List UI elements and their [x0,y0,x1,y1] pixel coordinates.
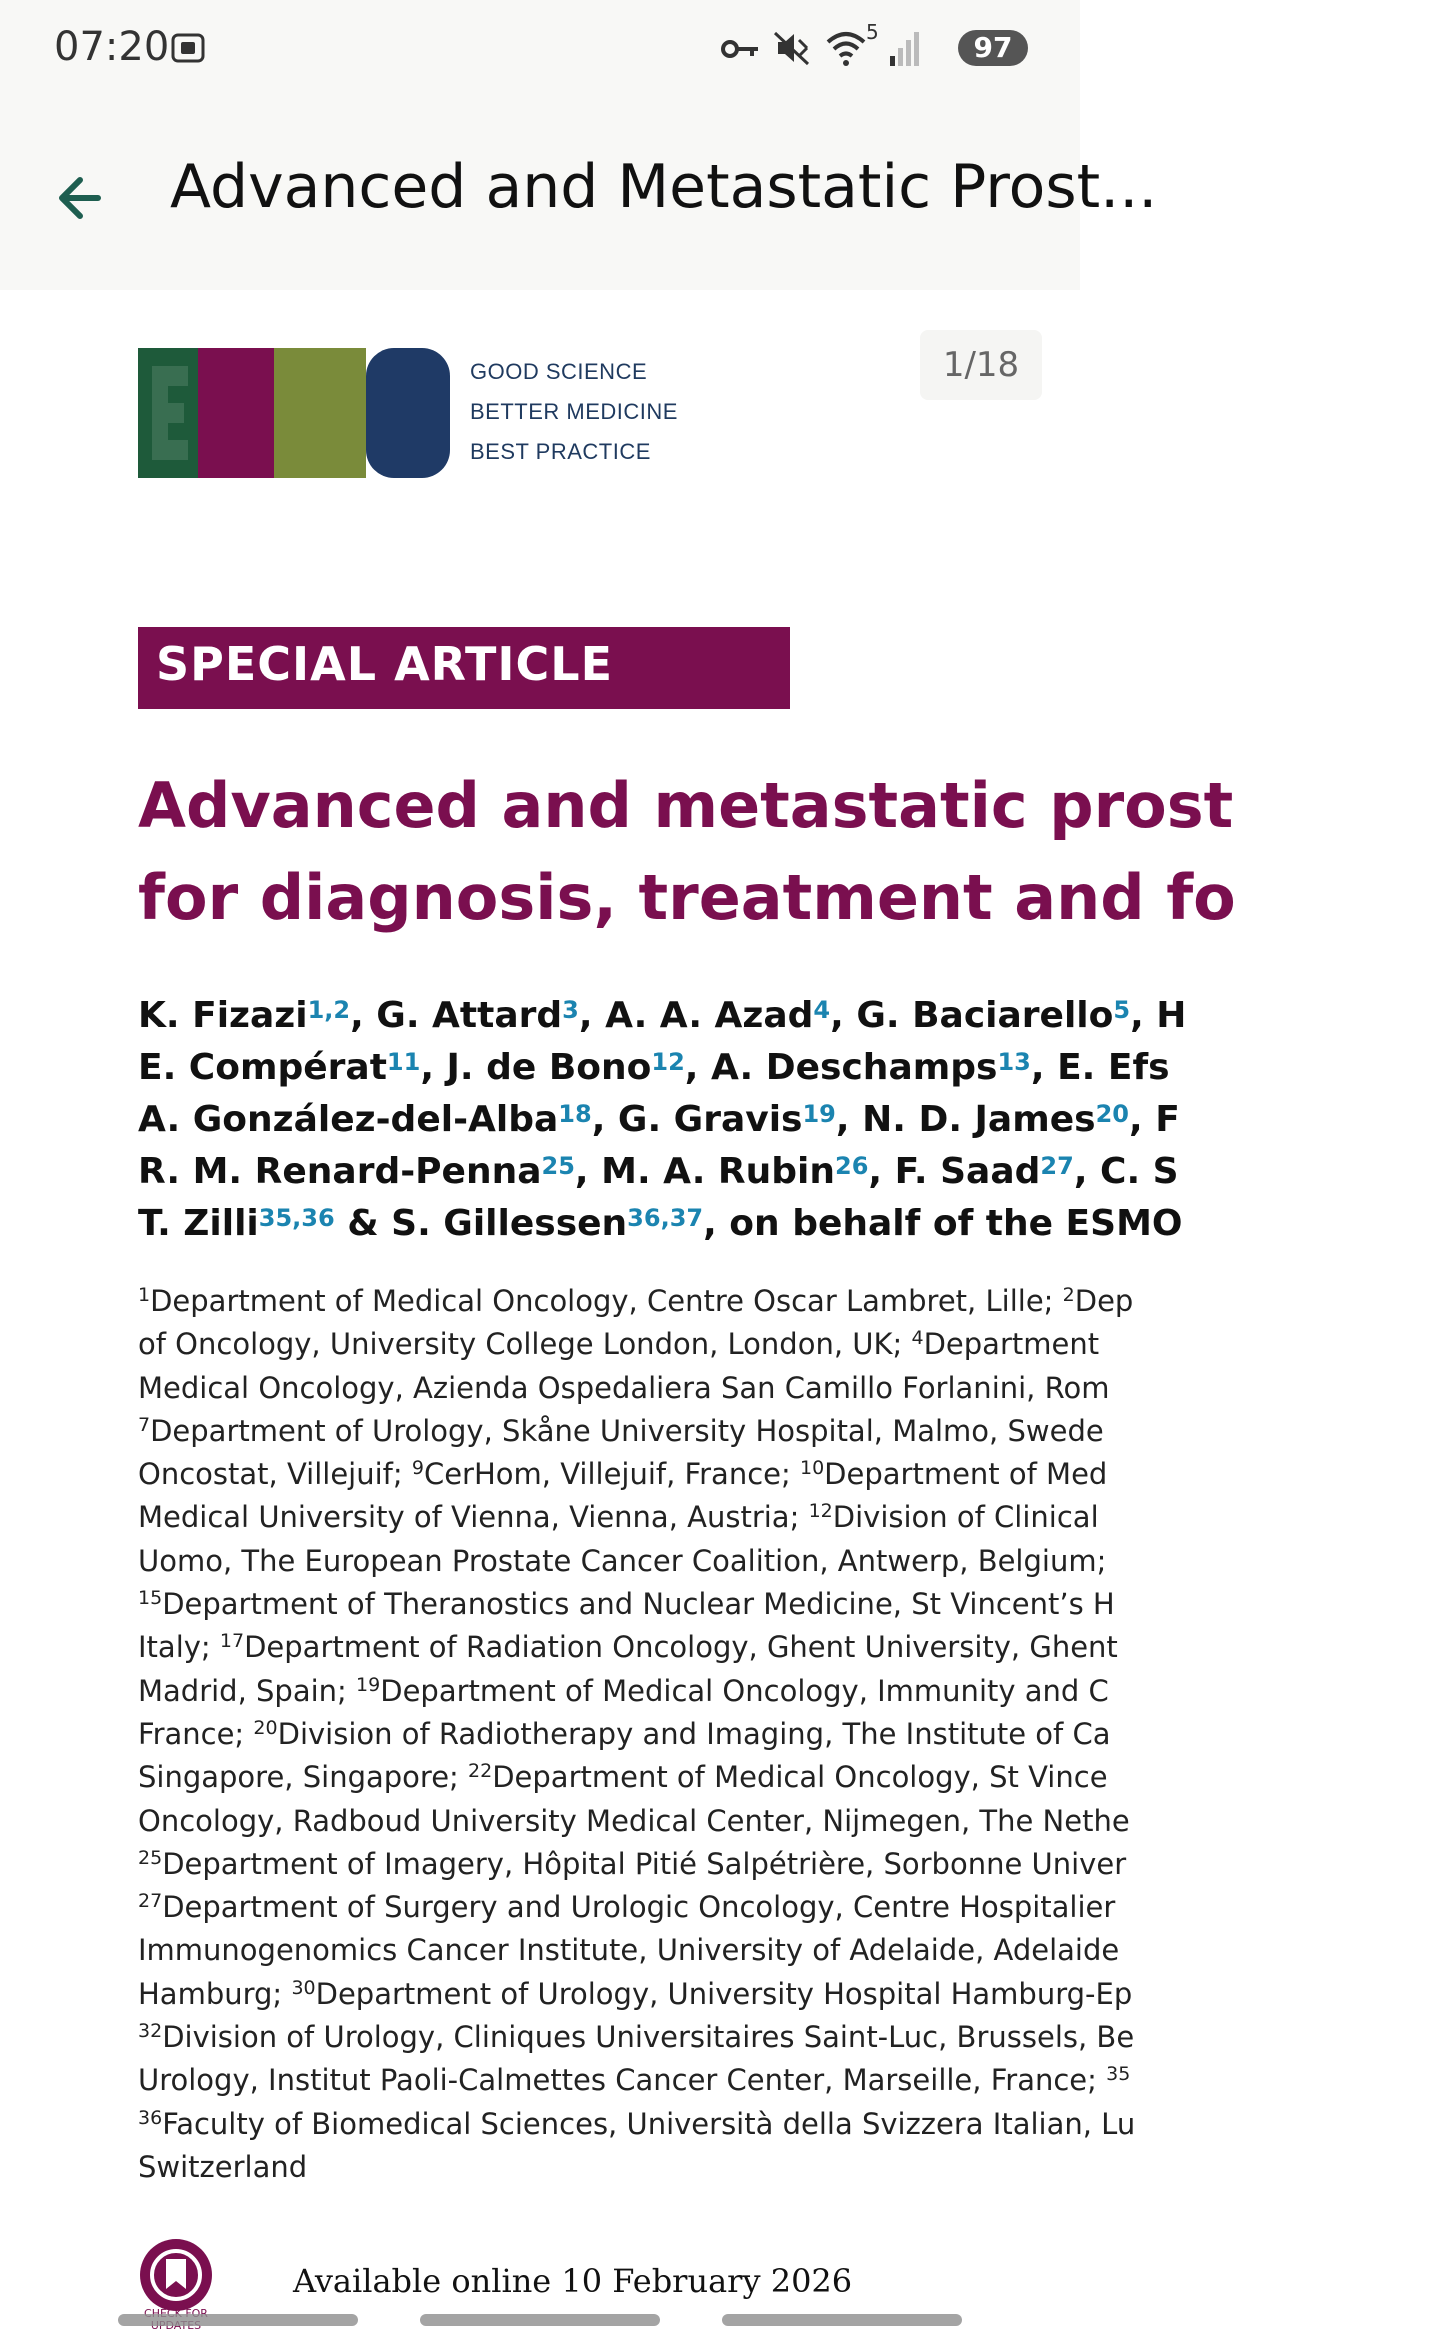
affiliation-text: Immunogenomics Cancer Institute, University of Adelaide, Adelaide [138,1933,1120,1968]
affiliation-line [138,2103,1438,2146]
affiliation-line [138,1323,1438,1366]
document-title: Advanced and Metastatic Prost... [170,152,1158,222]
gesture-handle [420,2314,660,2326]
affiliation-line [138,2016,1438,2059]
affiliation-number: 19 [356,1673,381,1696]
gesture-bar [0,2310,1080,2340]
affiliation-text: of Oncology, University College London, London, UK; [138,1327,912,1362]
signal-icon [888,30,924,68]
article-title-line: for diagnosis, treatment and fo [138,861,1236,934]
affiliation-text: Division of Radiotherapy and Imaging, The Institute of Ca [277,1716,1111,1751]
author-affiliation-ref[interactable]: 26 [835,1152,869,1180]
affiliations [138,1280,1438,2189]
affiliation-line [138,1929,1438,1972]
affiliation-text: Department of Medical Oncology, Immunity and C [380,1673,1109,1708]
tagline-line: GOOD SCIENCE [470,359,648,384]
affiliation-text: Singapore, Singapore; [138,1760,469,1795]
affiliation-number: 35 [1106,2063,1131,2086]
arrow-left-icon[interactable] [40,158,130,238]
affiliation-line [138,2059,1438,2102]
author-affiliation-ref[interactable]: 5 [1113,996,1131,1024]
affiliation-text: Department of Medical Oncology, St Vince [492,1760,1108,1795]
author-affiliation-ref[interactable]: 12 [651,1048,685,1076]
affiliation-text: Department of Surgery and Urologic Oncology, Centre Hospitalier [162,1890,1116,1925]
affiliation-text: Uomo, The European Prostate Cancer Coalition, Antwerp, Belgium; [138,1543,1107,1578]
status-time: 07:20 [54,24,170,70]
affiliation-text: Madrid, Spain; [138,1673,357,1708]
author-name: , M. A. Rubin [574,1151,835,1192]
author-name: , G. Baciarello [830,995,1114,1036]
author-affiliation-ref[interactable]: 25 [541,1152,575,1180]
affiliation-text: Italy; [138,1630,220,1665]
mute-icon [772,28,812,68]
available-online-date: Available online 10 February 2026 [293,2262,853,2300]
affiliation-line [138,1280,1438,1323]
affiliation-number: 27 [138,1890,163,1913]
affiliation-number: 32 [138,2020,163,2043]
affiliation-line [138,1843,1438,1886]
gesture-handle [722,2314,962,2326]
author-name: , J. de Bono [420,1047,652,1088]
affiliation-number: 12 [808,1500,833,1523]
article-title-line: Advanced and metastatic prost [138,769,1234,842]
author-affiliation-ref[interactable]: 13 [997,1048,1031,1076]
author-name: , H [1130,995,1187,1036]
affiliation-text: Department of Urology, University Hospital Hamburg-Ep [315,1976,1133,2011]
affiliation-text: Oncostat, Villejuif; [138,1457,412,1492]
author-affiliation-ref[interactable]: 20 [1095,1100,1129,1128]
affiliation-number: 22 [468,1760,493,1783]
author-name: , E. Efs [1030,1047,1170,1088]
author-affiliation-ref[interactable]: 4 [813,996,831,1024]
tagline-line: BEST PRACTICE [470,439,651,464]
author-name: , G. Attard [350,995,563,1036]
affiliation-number: 9 [411,1457,424,1480]
author-name: K. Fizazi [138,995,308,1036]
affiliation-line [138,1410,1438,1453]
vpn-key-icon [720,34,760,64]
affiliation-line [138,1540,1438,1583]
pdf-page[interactable] [0,290,1236,2340]
author-name: E. Compérat [138,1047,387,1088]
affiliation-text: Department of Radiation Oncology, Ghent University, Ghent [244,1630,1118,1665]
author-line [138,1146,1438,1198]
author-line [138,1198,1438,1250]
affiliation-number: 1 [138,1284,151,1306]
affiliation-line [138,1367,1438,1410]
gesture-handle [118,2314,358,2326]
affiliation-number: 2 [1062,1284,1075,1306]
author-name: , A. A. Azad [578,995,814,1036]
app-bar [0,100,1158,290]
author-name: T. Zilli [138,1203,259,1244]
affiliation-number: 7 [138,1413,151,1436]
author-name: , on behalf of the ESMO [703,1203,1183,1244]
affiliation-number: 10 [799,1457,825,1480]
article-title [138,760,1338,944]
affiliation-text: Medical Oncology, Azienda Ospedaliera San Camillo Forlanini, Rom [138,1370,1110,1405]
affiliation-number: 17 [219,1630,245,1653]
affiliation-number: 20 [253,1716,278,1739]
affiliation-text: Hamburg; [138,1976,292,2011]
affiliation-line [138,1670,1438,1713]
affiliation-text: Dep [1074,1284,1134,1318]
screenshot-icon [170,30,206,66]
affiliation-text: Oncology, Radboud University Medical Center, Nijmegen, The Nethe [138,1803,1130,1838]
author-affiliation-ref[interactable]: 11 [386,1048,421,1076]
affiliation-text: Division of Clinical [832,1500,1099,1535]
affiliation-line [138,1453,1438,1496]
affiliation-line [138,1626,1438,1669]
affiliation-text: Urology, Institut Paoli-Calmettes Cancer Center, Marseille, France; [138,2063,1107,2098]
page-indicator: 1/18 [920,330,1042,400]
author-line [138,1094,1438,1146]
affiliation-number: 30 [291,1976,316,1999]
affiliation-line [138,1973,1438,2016]
affiliation-text: Department of Imagery, Hôpital Pitié Salpétrière, Sorbonne Univer [162,1846,1127,1881]
special-article-banner [138,627,790,709]
affiliation-line [138,1886,1438,1929]
esmo-tagline [470,352,678,472]
affiliation-line [138,1800,1438,1843]
wifi-label: 5 [866,20,879,44]
affiliation-text: Faculty of Biomedical Sciences, Università della Svizzera Italian, Lu [162,2106,1136,2141]
author-name: , G. Gravis [591,1099,803,1140]
esmo-logo [138,348,450,478]
status-bar [0,0,1080,100]
affiliation-text: Department [923,1327,1100,1362]
affiliation-line [138,1496,1438,1539]
author-name: , A. Deschamps [684,1047,998,1088]
author-name: R. M. Renard-Penna [138,1151,542,1192]
author-name: , F [1128,1099,1180,1140]
affiliation-line [138,2146,1438,2189]
affiliation-text: CerHom, Villejuif, France; [423,1457,800,1492]
author-affiliation-ref[interactable]: 1,2 [307,996,351,1024]
battery-icon: 97 [958,30,1028,66]
author-affiliation-ref[interactable]: 35,36 [258,1204,335,1232]
affiliation-text: Department of Urology, Skåne University Hospital, Malmo, Swede [150,1413,1104,1448]
affiliation-line [138,1756,1438,1799]
affiliation-text: Medical University of Vienna, Vienna, Austria; [138,1500,809,1535]
author-name: A. González-del-Alba [138,1099,559,1140]
wifi-icon [824,26,872,70]
affiliation-text: Division of Urology, Cliniques Universitaires Saint-Luc, Brussels, Be [162,2020,1135,2055]
author-affiliation-ref[interactable]: 3 [562,996,579,1024]
author-line [138,990,1438,1042]
affiliation-line [138,1713,1438,1756]
affiliation-line [138,1583,1438,1626]
author-name: , C. S [1073,1151,1179,1192]
affiliation-text: Department of Medical Oncology, Centre Oscar Lambret, Lille; [150,1284,1063,1318]
author-affiliation-ref[interactable]: 18 [558,1100,592,1128]
affiliation-text: Department of Med [824,1457,1108,1492]
author-list [138,990,1438,1250]
special-article-label: SPECIAL ARTICLE [156,637,614,691]
author-name: , N. D. James [835,1099,1096,1140]
author-affiliation-ref[interactable]: 27 [1040,1152,1074,1180]
affiliation-number: 25 [138,1846,163,1869]
affiliation-number: 36 [138,2106,163,2129]
author-affiliation-ref[interactable]: 19 [802,1100,836,1128]
affiliation-text: Switzerland [138,2149,308,2184]
author-name: & S. Gillessen [334,1203,628,1244]
author-name: , F. Saad [868,1151,1041,1192]
affiliation-number: 4 [911,1327,924,1350]
author-affiliation-ref[interactable]: 36,37 [627,1204,704,1232]
affiliation-number: 15 [138,1587,163,1610]
affiliation-text: France; [138,1716,254,1751]
author-line [138,1042,1438,1094]
affiliation-text: Department of Theranostics and Nuclear Medicine, St Vincent’s H [162,1587,1115,1622]
tagline-line: BETTER MEDICINE [470,399,678,424]
